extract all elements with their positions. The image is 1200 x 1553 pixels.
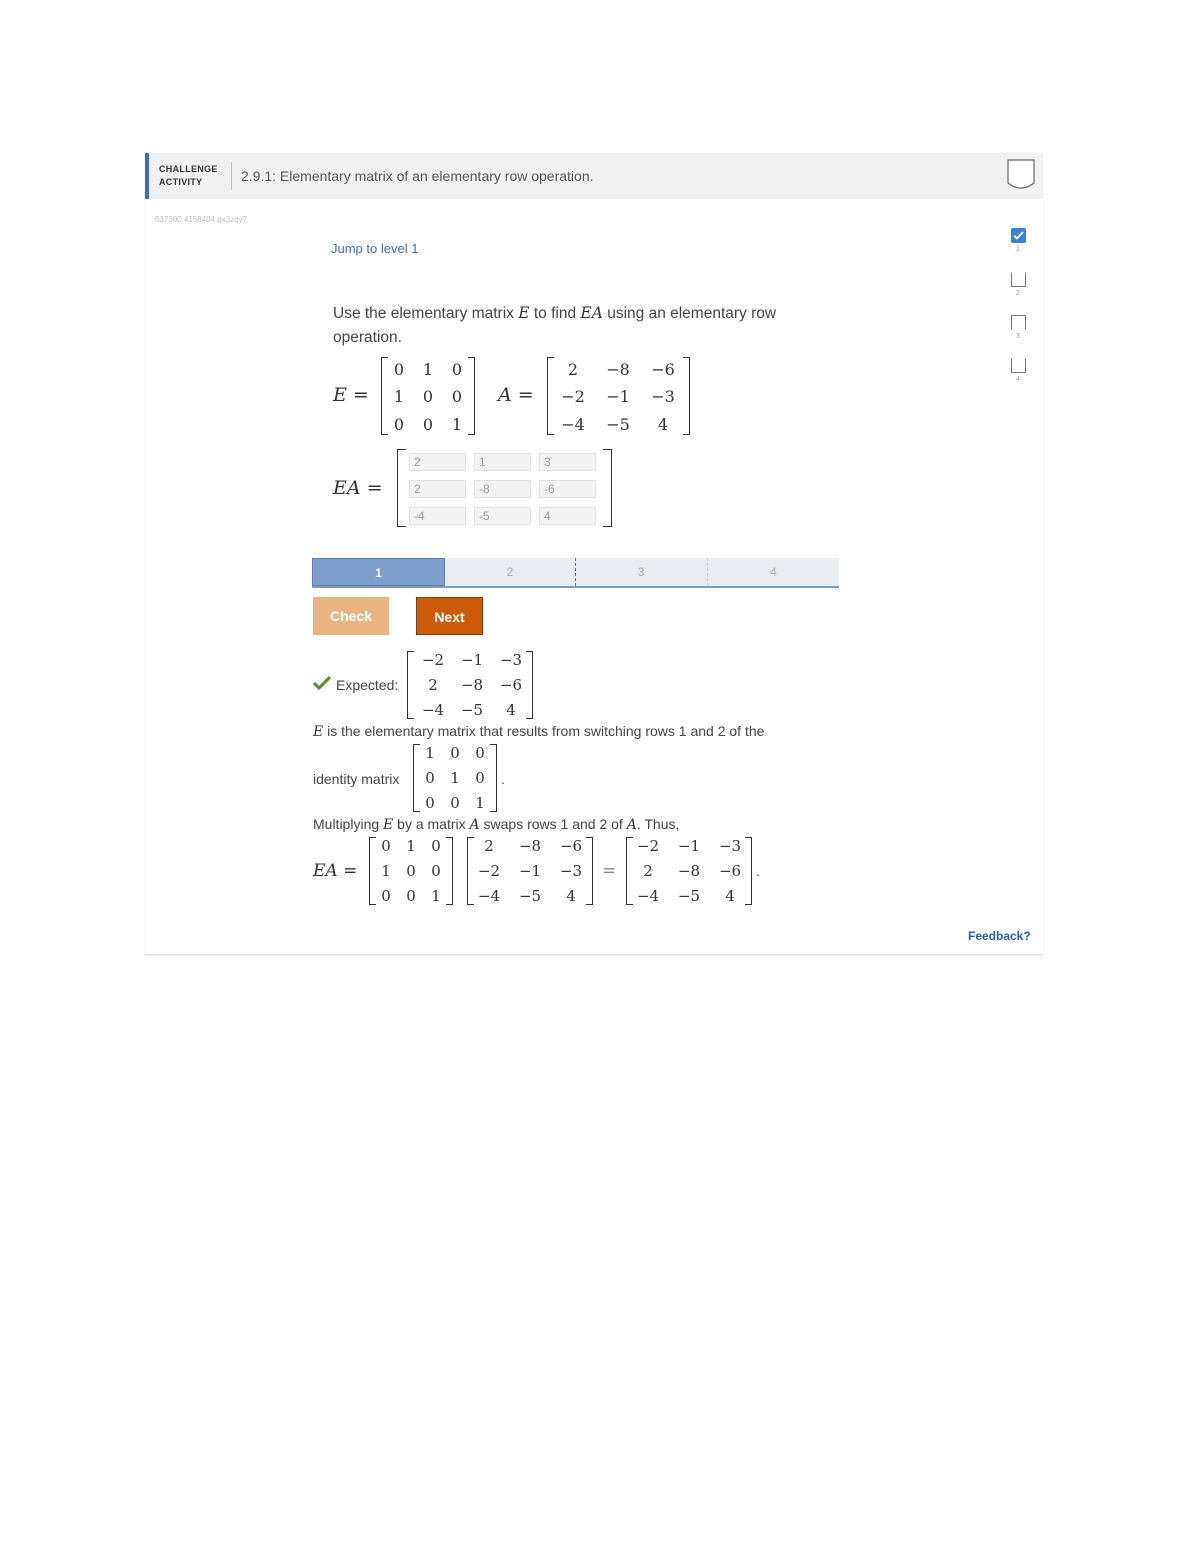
solution-result-matrix: −2 −1 −3 2 −8 −6 −4 −5 4	[626, 837, 752, 905]
solution-matrix-a: 2 −8 −6 −2 −1 −3 −4 −5 4	[467, 837, 593, 905]
answer-input-r2c1[interactable]: 2	[409, 480, 466, 498]
completion-shield-icon	[1007, 159, 1035, 191]
answer-matrix	[397, 449, 612, 527]
feedback-link[interactable]: Feedback?	[968, 929, 1031, 943]
level-2-indicator-icon[interactable]	[1011, 272, 1026, 287]
jump-to-level-link[interactable]: Jump to level 1	[331, 241, 419, 256]
ea-equation-label: EA =	[313, 861, 358, 881]
level-progress-bar	[312, 558, 839, 588]
activity-id: 637300.4158404.qx3zqy7	[155, 215, 248, 224]
equals-sign: =	[602, 861, 617, 881]
expected-label: Expected:	[336, 677, 399, 693]
answer-input-r2c3[interactable]: -6	[539, 480, 596, 498]
level-4-indicator-icon[interactable]	[1011, 358, 1026, 373]
matrix-e: 0 1 0 1 0 0 0 0 1	[381, 357, 475, 435]
identity-matrix: 1 0 0 0 1 0 0 0 1	[413, 744, 497, 812]
activity-header	[145, 153, 1043, 199]
answer-input-r1c2[interactable]: 1	[474, 453, 531, 471]
activity-title: 2.9.1: Elementary matrix of an elementary row operation.	[241, 168, 594, 184]
answer-input-r3c3[interactable]: 4	[539, 507, 596, 525]
matrix-a-label: A =	[498, 384, 534, 406]
answer-input-r1c1[interactable]: 2	[409, 453, 466, 471]
level-4-tab[interactable]: 4	[770, 565, 777, 579]
check-button[interactable]: Check	[313, 597, 389, 635]
level-3-tab[interactable]: 3	[637, 565, 645, 579]
answer-input-r3c2[interactable]: -5	[474, 507, 531, 525]
answer-input-r3c1[interactable]: -4	[409, 507, 466, 525]
matrix-a: 2 −8 −6 −2 −1 −3 −4 −5 4	[547, 357, 690, 435]
level-2-tab[interactable]: 2	[506, 565, 514, 579]
solution-matrix-e: 0 1 0 1 0 0 0 0 1	[369, 837, 453, 905]
matrix-e-label: E =	[333, 384, 369, 406]
next-button[interactable]: Next	[416, 597, 483, 635]
level-3-indicator-icon[interactable]	[1011, 315, 1026, 330]
answer-input-r2c2[interactable]: -8	[474, 480, 531, 498]
challenge-activity-card: CHALLENGE ACTIVITY 2.9.1: Elementary matrix of an elementary row operation. 637300.4158404.qx3zqy7 Jump to level 1 Use the elementary matrix E to find EA using an elementary row operation. E = 0 1 0 1 0 0 0 0 1 A = 2 −8 −6 −2 −1 −3 −4 −5 4 EA = 2 1 3 2 -8 -6 -4 -5 4 1 2 3 4 Check Next Expected: −2 −1 −3 2 −8 −6 −4 −5 4 E is the elementary matrix that results from switching rows 1 and 2 of the identity matrix 1 0 0 0 1 0 0 0 1 . Multiplying E by a matrix A swaps rows 1 and 2 of A. Thus, EA = 0 1 0 1 0 0 0 0 1 2 −8 −6 −2 −1 −3 −4 −5 4 = −2 −1 −3 2 −8 −6 −4 −5 4 . 1 2 3 4 Feedback?	[145, 153, 1043, 955]
level-1-complete-check-icon[interactable]	[1011, 228, 1026, 243]
expected-matrix: −2 −1 −3 2 −8 −6 −4 −5 4	[407, 651, 533, 719]
matrix-ea-label: EA =	[333, 477, 383, 499]
level-1-tab[interactable]: 1	[312, 558, 445, 586]
answer-input-r1c3[interactable]: 3	[539, 453, 596, 471]
explanation-line-1: E is the elementary matrix that results from switching rows 1 and 2 of the	[313, 723, 765, 740]
activity-type-badge: CHALLENGE ACTIVITY	[159, 164, 218, 187]
header-divider	[231, 162, 232, 190]
explanation-line-3: Multiplying E by a matrix A swaps rows 1 and 2 of A. Thus,	[313, 816, 680, 833]
question-prompt: Use the elementary matrix E to find EA using an elementary row operation.	[333, 304, 777, 346]
checkmark-icon	[313, 676, 331, 690]
identity-matrix-label: identity matrix	[313, 771, 400, 787]
